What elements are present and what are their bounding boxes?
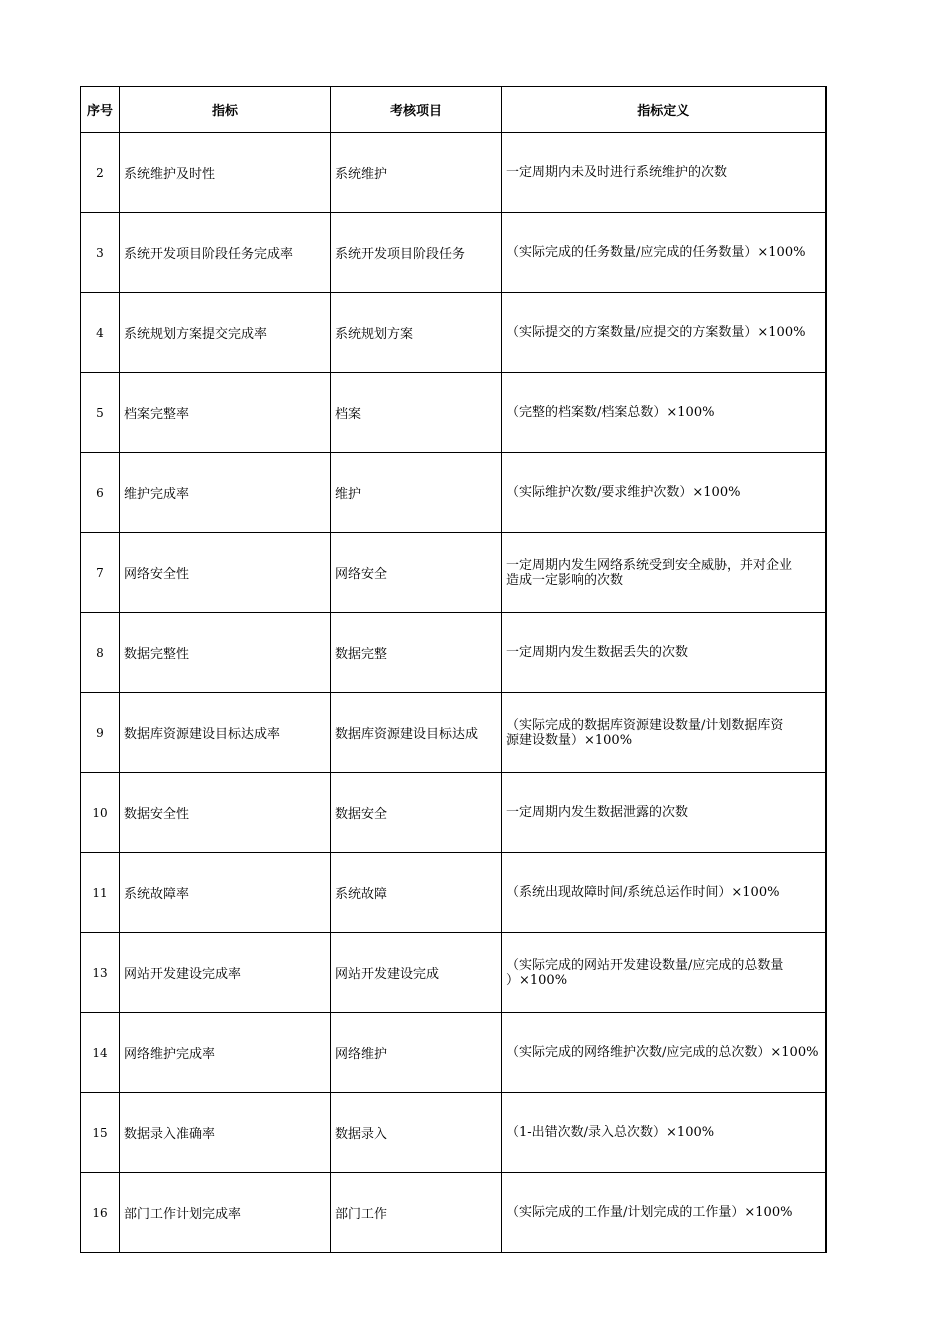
header-item: 考核项目 [331,87,502,133]
cell-definition [502,933,826,1013]
cell-no: 6 [81,453,120,533]
definition-text: 一定周期内发生数据泄露的次数 [506,805,689,820]
cell-no: 5 [81,373,120,453]
table-row [81,373,826,453]
cell-item: 网络安全 [331,533,502,613]
table-row [81,133,826,213]
table-row [81,533,826,613]
cell-definition [502,213,826,293]
cell-definition [502,453,826,533]
table-row [81,213,826,293]
definition-text: （实际完成的数据库资源建设数量/计划数据库资 源建设数量）×100% [506,717,784,748]
cell-indicator: 维护完成率 [120,453,331,533]
table-row [81,1173,826,1253]
cell-definition [502,1093,826,1173]
header-row [81,87,826,133]
cell-item: 部门工作 [331,1173,502,1253]
definition-text: （实际完成的网络维护次数/应完成的总次数）×100% [506,1045,819,1060]
cell-indicator: 系统规划方案提交完成率 [120,293,331,373]
cell-indicator: 网站开发建设完成率 [120,933,331,1013]
cell-indicator: 部门工作计划完成率 [120,1173,331,1253]
cell-indicator: 数据库资源建设目标达成率 [120,693,331,773]
cell-item: 网站开发建设完成 [331,933,502,1013]
definition-text: 一定周期内发生网络系统受到安全威胁，并对企业 造成一定影响的次数 [506,557,793,588]
cell-indicator: 数据安全性 [120,773,331,853]
definition-text: （实际提交的方案数量/应提交的方案数量）×100% [506,325,806,340]
definition-text: 一定周期内发生数据丢失的次数 [506,645,689,660]
cell-item: 数据安全 [331,773,502,853]
cell-indicator: 系统维护及时性 [120,133,331,213]
definition-text: （实际完成的网站开发建设数量/应完成的总数量 ）×100% [506,957,784,988]
cell-no: 8 [81,613,120,693]
table-row [81,853,826,933]
cell-item: 数据完整 [331,613,502,693]
cell-indicator: 系统故障率 [120,853,331,933]
cell-no: 13 [81,933,120,1013]
cell-definition [502,693,826,773]
cell-item: 系统规划方案 [331,293,502,373]
definition-text: （完整的档案数/档案总数）×100% [506,405,715,420]
definition-text: （1-出错次数/录入总次数）×100% [506,1125,715,1140]
cell-no: 11 [81,853,120,933]
definition-text: （系统出现故障时间/系统总运作时间）×100% [506,885,780,900]
cell-item: 系统故障 [331,853,502,933]
table-row [81,1013,826,1093]
cell-definition [502,1173,826,1253]
table-row [81,613,826,693]
cell-indicator: 系统开发项目阶段任务完成率 [120,213,331,293]
cell-item: 数据录入 [331,1093,502,1173]
cell-indicator: 数据完整性 [120,613,331,693]
table-row [81,693,826,773]
cell-definition [502,853,826,933]
cell-no: 2 [81,133,120,213]
cell-no: 10 [81,773,120,853]
cell-no: 3 [81,213,120,293]
cell-item: 系统维护 [331,133,502,213]
kpi-table [80,86,827,1253]
cell-item: 维护 [331,453,502,533]
cell-no: 7 [81,533,120,613]
cell-definition [502,293,826,373]
cell-no: 14 [81,1013,120,1093]
cell-definition [502,773,826,853]
cell-item: 网络维护 [331,1013,502,1093]
header-indicator: 指标 [120,87,331,133]
header-definition: 指标定义 [502,87,826,133]
cell-definition [502,1013,826,1093]
cell-no: 16 [81,1173,120,1253]
table-row [81,1093,826,1173]
cell-definition [502,533,826,613]
cell-definition [502,373,826,453]
cell-definition [502,613,826,693]
definition-text: （实际完成的任务数量/应完成的任务数量）×100% [506,245,806,260]
cell-no: 9 [81,693,120,773]
table-row [81,773,826,853]
cell-indicator: 数据录入准确率 [120,1093,331,1173]
table-row [81,293,826,373]
header-no: 序号 [81,87,120,133]
cell-item: 系统开发项目阶段任务 [331,213,502,293]
cell-definition [502,133,826,213]
cell-no: 15 [81,1093,120,1173]
table-row [81,453,826,533]
cell-item: 数据库资源建设目标达成 [331,693,502,773]
cell-item: 档案 [331,373,502,453]
definition-text: （实际完成的工作量/计划完成的工作量）×100% [506,1205,793,1220]
cell-indicator: 档案完整率 [120,373,331,453]
cell-indicator: 网络维护完成率 [120,1013,331,1093]
cell-no: 4 [81,293,120,373]
table-row [81,933,826,1013]
cell-indicator: 网络安全性 [120,533,331,613]
definition-text: （实际维护次数/要求维护次数）×100% [506,485,741,500]
definition-text: 一定周期内未及时进行系统维护的次数 [506,165,728,180]
